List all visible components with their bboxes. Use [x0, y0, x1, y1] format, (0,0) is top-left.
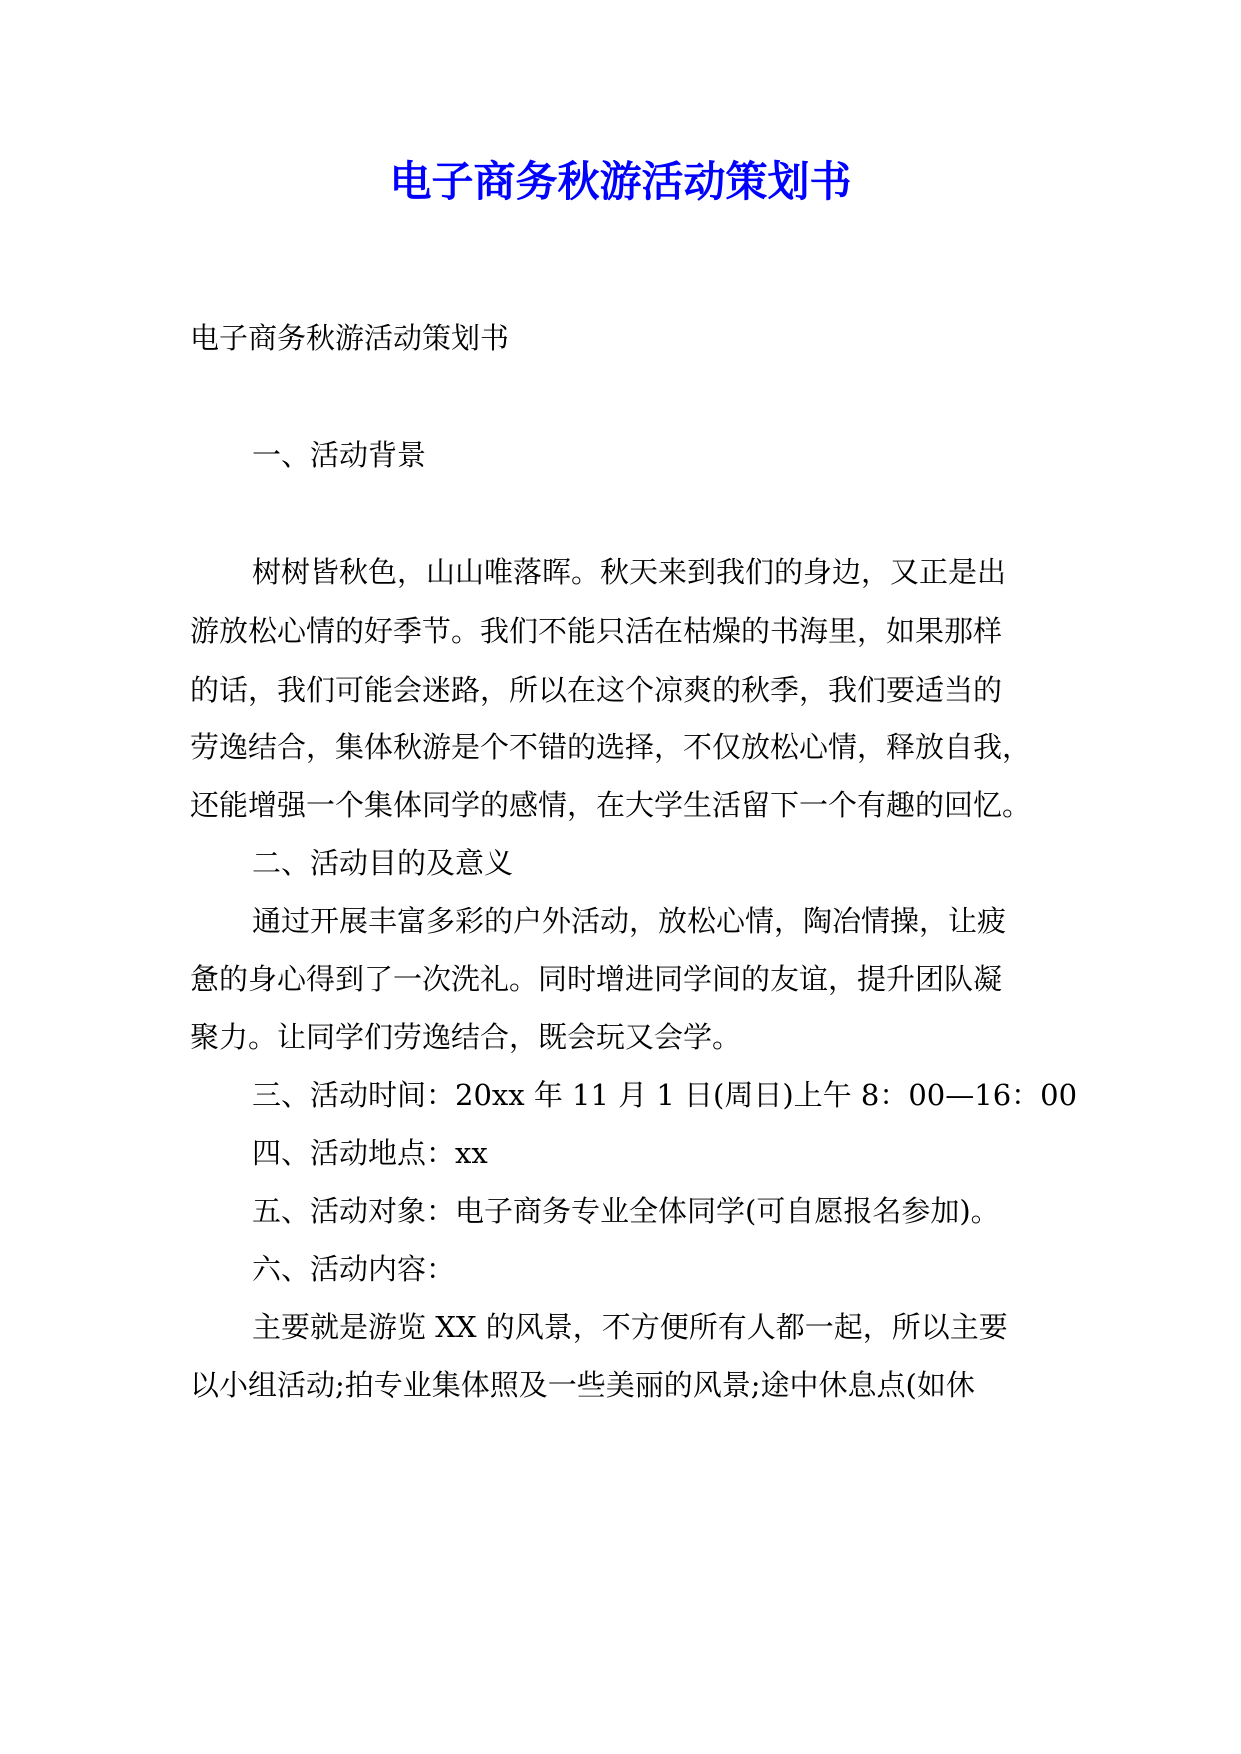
paragraph-line: 游放松心情的好季节。我们不能只活在枯燥的书海里，如果那样: [190, 614, 1003, 648]
paragraph-line: 通过开展丰富多彩的户外活动，放松心情，陶冶情操，让疲: [252, 904, 1007, 938]
paragraph-line: 主要就是游览 XX 的风景，不方便所有人都一起，所以主要: [252, 1310, 1008, 1344]
section-line-location: 四、活动地点：xx: [252, 1136, 488, 1170]
section-heading-purpose: 二、活动目的及意义: [252, 846, 514, 880]
paragraph-line: 还能增强一个集体同学的感情，在大学生活留下一个有趣的回忆。: [190, 788, 1032, 822]
document-title: 电子商务秋游活动策划书: [389, 157, 852, 206]
section-line-time: 三、活动时间：20xx 年 11 月 1 日(周日)上午 8：00—16：00: [252, 1078, 1078, 1112]
section-line-participants: 五、活动对象：电子商务专业全体同学(可自愿报名参加)。: [252, 1194, 1000, 1228]
paragraph-line: 的话，我们可能会迷路，所以在这个凉爽的秋季，我们要适当的: [190, 673, 1003, 707]
paragraph-line: 以小组活动;拍专业集体照及一些美丽的风景;途中休息点(如休: [190, 1368, 975, 1402]
section-heading-content: 六、活动内容：: [252, 1252, 456, 1286]
paragraph-line: 劳逸结合，集体秋游是个不错的选择，不仅放松心情，释放自我，: [190, 730, 1032, 764]
document-subtitle: 电子商务秋游活动策划书: [190, 321, 510, 355]
section-heading-background: 一、活动背景: [252, 438, 427, 472]
paragraph-line: 聚力。让同学们劳逸结合，既会玩又会学。: [190, 1020, 742, 1054]
paragraph-line: 惫的身心得到了一次洗礼。同时增进同学间的友谊，提升团队凝: [190, 962, 1003, 996]
paragraph-line: 树树皆秋色，山山唯落晖。秋天来到我们的身边，又正是出: [252, 555, 1007, 589]
